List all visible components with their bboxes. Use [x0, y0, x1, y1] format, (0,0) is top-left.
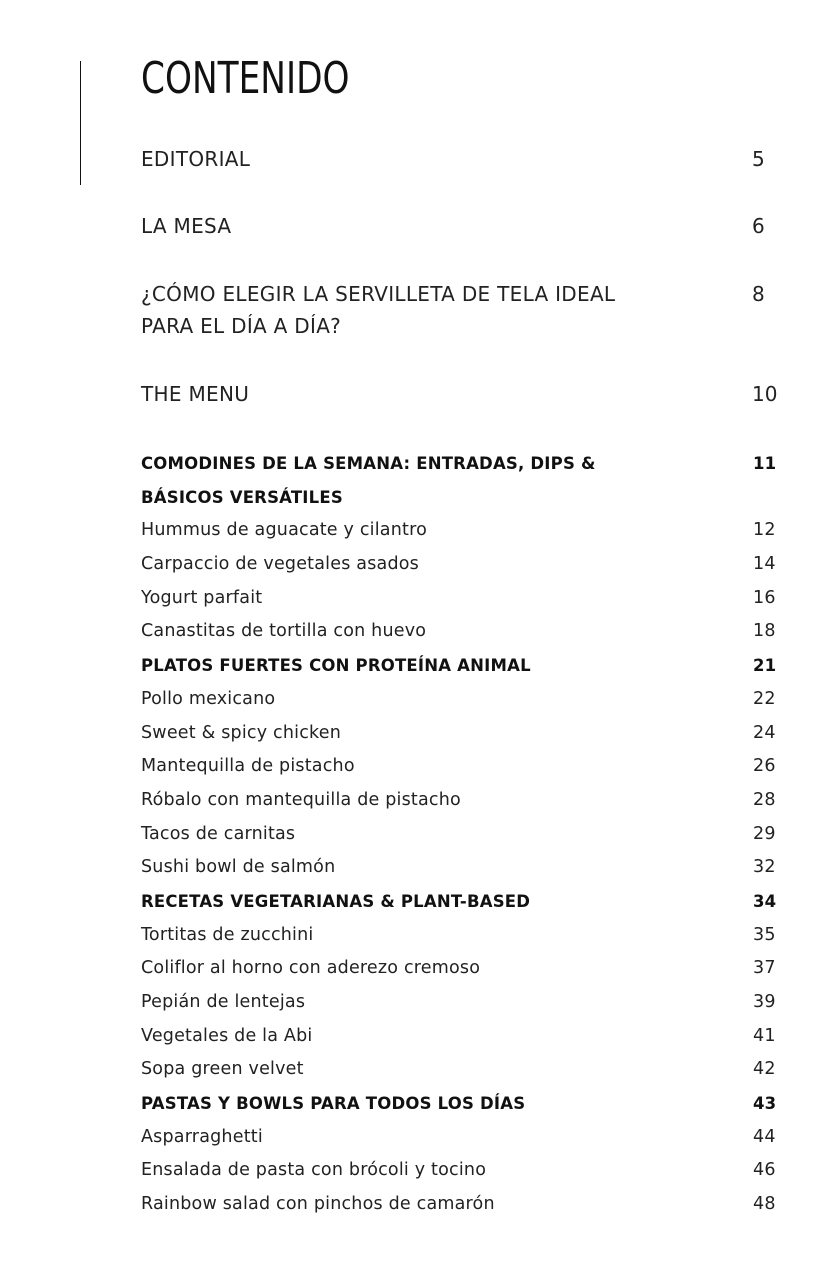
recipe-item[interactable] — [141, 717, 781, 751]
toc-entry-page-number: 8 — [752, 282, 765, 306]
recipe-item[interactable] — [141, 514, 781, 548]
recipe-page-number: 24 — [753, 722, 776, 743]
recipe-page-number: 42 — [753, 1059, 776, 1080]
recipe-page-number: 37 — [753, 958, 776, 979]
toc-entry-label-line-1: ¿CÓMO ELEGIR LA SERVILLETA DE TELA IDEAL — [141, 282, 616, 306]
toc-entry-page-number: 5 — [752, 147, 765, 171]
toc-entry-the-menu[interactable] — [141, 378, 249, 410]
recipe-label: Rainbow salad con pinchos de camarón — [141, 1194, 495, 1215]
recipe-page-number: 26 — [753, 756, 776, 777]
recipe-page-number: 41 — [753, 1025, 776, 1046]
recipe-label: Sopa green velvet — [141, 1059, 304, 1080]
recipe-item[interactable] — [141, 548, 781, 582]
recipe-item[interactable] — [141, 1188, 781, 1222]
toc-entry-label: EDITORIAL — [141, 147, 251, 171]
recipe-label: Sushi bowl de salmón — [141, 857, 336, 878]
recipe-item[interactable] — [141, 750, 781, 784]
recipe-page-number: 32 — [753, 857, 776, 878]
recipe-item[interactable] — [141, 582, 781, 616]
section-page-number: 11 — [753, 454, 777, 473]
recipe-item[interactable] — [141, 952, 781, 986]
recipe-page-number: 39 — [753, 992, 776, 1013]
recipe-page-number: 48 — [753, 1194, 776, 1215]
section-title: RECETAS VEGETARIANAS & PLANT-BASED — [141, 891, 531, 911]
section-title: PASTAS Y BOWLS PARA TODOS LOS DÍAS — [141, 1094, 526, 1114]
recipe-label: Canastitas de tortilla con huevo — [141, 621, 427, 642]
recipe-page-number: 14 — [753, 554, 776, 575]
toc-entry-label: THE MENU — [141, 382, 250, 406]
recipe-label: Sweet & spicy chicken — [141, 722, 341, 743]
recipe-item[interactable] — [141, 615, 781, 649]
recipe-item[interactable] — [141, 818, 781, 852]
recipe-item[interactable] — [141, 919, 781, 953]
recipe-item[interactable] — [141, 1154, 781, 1188]
recipe-page-number: 12 — [753, 520, 776, 541]
recipe-label: Hummus de aguacate y cilantro — [141, 520, 427, 541]
recipe-label: Asparraghetti — [141, 1126, 263, 1147]
section-heading-vegetarianas[interactable] — [141, 885, 781, 919]
recipe-item[interactable] — [141, 784, 781, 818]
recipe-item[interactable] — [141, 1053, 781, 1087]
recipe-label: Carpaccio de vegetales asados — [141, 554, 419, 575]
section-page-number: 21 — [753, 656, 777, 676]
recipe-label: Pollo mexicano — [141, 688, 276, 709]
toc-entry-page-number: 10 — [752, 382, 778, 406]
toc-entry-la-mesa[interactable] — [141, 210, 231, 242]
recipe-page-number: 16 — [753, 587, 776, 608]
recipe-item[interactable] — [141, 986, 781, 1020]
recipe-page-number: 28 — [753, 789, 776, 810]
section-heading-platos-fuertes[interactable] — [141, 649, 781, 683]
recipe-label: Mantequilla de pistacho — [141, 756, 355, 777]
recipe-item[interactable] — [141, 1020, 781, 1054]
toc-entry-servilleta[interactable] — [141, 278, 615, 342]
recipe-label: Ensalada de pasta con brócoli y tocino — [141, 1160, 487, 1181]
toc-entry-page-number: 6 — [752, 214, 765, 238]
recipe-page-number: 44 — [753, 1126, 776, 1147]
recipe-label: Yogurt parfait — [141, 587, 263, 608]
toc-entry-label: LA MESA — [141, 214, 232, 238]
recipe-label: Tacos de carnitas — [141, 823, 296, 844]
recipe-label: Vegetales de la Abi — [141, 1025, 313, 1046]
recipe-item[interactable] — [141, 1121, 781, 1155]
toc-entry-editorial[interactable] — [141, 143, 250, 175]
recipe-label: Coliflor al horno con aderezo cremoso — [141, 958, 481, 979]
section-heading-pastas-bowls[interactable] — [141, 1087, 781, 1121]
recipe-label: Pepián de lentejas — [141, 992, 306, 1013]
recipe-label: Tortitas de zucchini — [141, 924, 314, 945]
section-title: PLATOS FUERTES CON PROTEÍNA ANIMAL — [141, 656, 531, 676]
page-title: CONTENIDO — [141, 53, 350, 104]
toc-entry-label-line-2: PARA EL DÍA A DÍA? — [141, 314, 342, 338]
decorative-vertical-rule — [80, 61, 81, 185]
recipe-item[interactable] — [141, 851, 781, 885]
section-heading-comodines[interactable] — [141, 447, 781, 514]
section-title: COMODINES DE LA SEMANA: ENTRADAS, DIPS & BÁSICOS VERSÁTILES — [141, 454, 596, 507]
section-page-number: 43 — [753, 1094, 777, 1114]
section-page-number: 34 — [753, 891, 777, 911]
recipe-item[interactable] — [141, 683, 781, 717]
recipe-page-number: 46 — [753, 1160, 776, 1181]
recipe-page-number: 35 — [753, 924, 776, 945]
recipe-index — [141, 447, 781, 1222]
recipe-page-number: 18 — [753, 621, 776, 642]
recipe-page-number: 22 — [753, 688, 776, 709]
recipe-page-number: 29 — [753, 823, 776, 844]
recipe-label: Róbalo con mantequilla de pistacho — [141, 789, 461, 810]
